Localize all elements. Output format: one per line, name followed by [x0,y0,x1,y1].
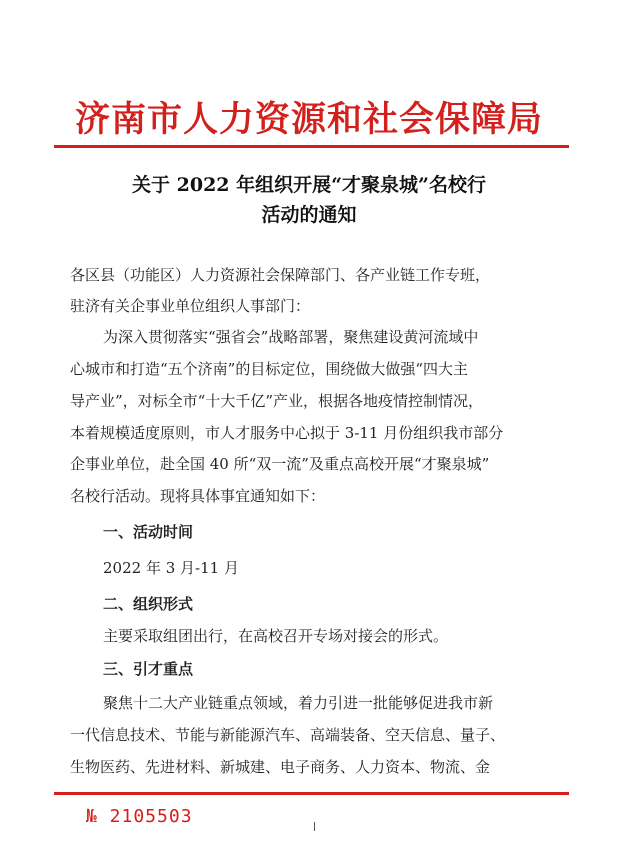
issuing-authority-header: 济南市人力资源和社会保障局 [74,99,543,140]
notice-title-line1: 关于 2022 年组织开展“才聚泉城”名校行 [132,174,486,196]
section-text-format: 主要采取组团出行，在高校召开专场对接会的形式。 [103,627,449,645]
section-focus-line-3: 生物医药、先进材料、新城建、电子商务、人力资本、物流、金 [70,758,491,776]
intro-line-4: 本着规模适度原则，市人才服务中心拟于 3-11 月份组织我市部分 [70,424,504,442]
section-focus-line-2: 一代信息技术、节能与新能源汽车、高端装备、空天信息、量子、 [70,726,506,744]
section-focus-line-1: 聚焦十二大产业链重点领域，着力引进一批能够促进我市新 [103,694,494,712]
page-number-mark [314,822,315,831]
serial-number: № 2105503 [86,806,193,827]
section-heading-format: 二、组织形式 [103,595,194,613]
addressee-line-1: 各区县（功能区）人力资源社会保障部门、各产业链工作专班， [70,266,491,284]
intro-line-6: 名校行活动。现将具体事宜通知如下： [70,487,326,505]
footer-red-rule [54,792,569,795]
header-red-rule [54,145,569,148]
section-heading-focus: 三、引才重点 [103,660,194,678]
notice-title-line2: 活动的通知 [261,204,357,226]
intro-line-2: 心城市和打造“五个济南”的目标定位，围绕做大做强“四大主 [70,360,469,378]
addressee-line-2: 驻济有关企事业单位组织人事部门： [70,297,311,315]
intro-line-5: 企事业单位，赴全国 40 所“双一流”及重点高校开展“才聚泉城” [70,455,490,473]
section-heading-time: 一、活动时间 [103,523,194,541]
intro-line-1: 为深入贯彻落实“强省会”战略部署，聚焦建设黄河流域中 [103,328,479,346]
intro-line-3: 导产业”，对标全市“十大千亿”产业，根据各地疫情控制情况， [70,392,484,410]
section-text-time: 2022 年 3 月-11 月 [103,559,239,577]
